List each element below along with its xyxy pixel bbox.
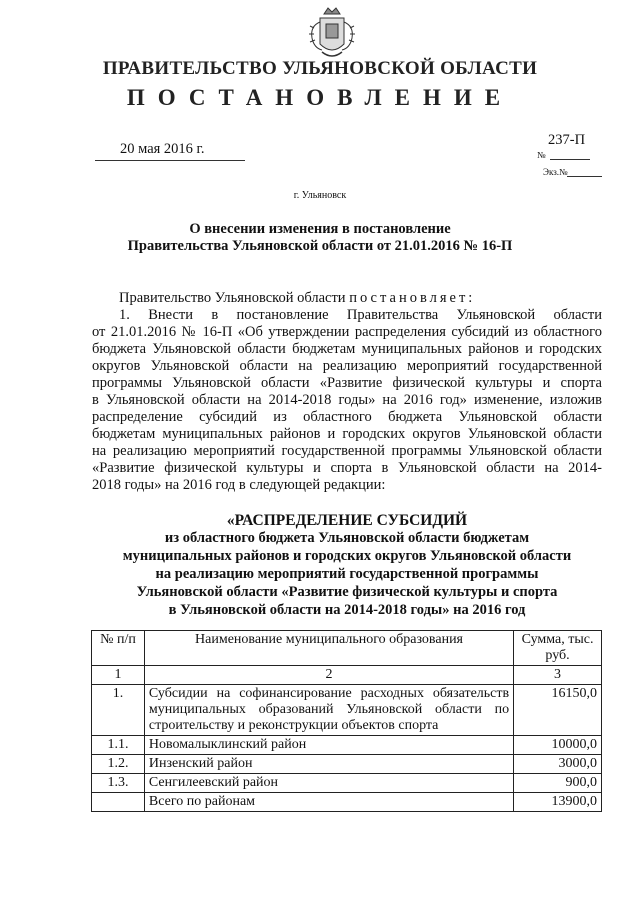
intro-resolves: постановляет: (349, 290, 476, 306)
row-name: Всего по районам (144, 793, 513, 812)
header-number: № п/п (92, 631, 145, 666)
body-line: «Развитие физической культуры и спорта в Ульяновской области на 2014- (92, 460, 602, 476)
body-line: на реализацию мероприятий государственной программы Ульяновской области (92, 443, 602, 459)
number-label: № (537, 150, 546, 160)
body-line: программы Ульяновской области «Развитие физической культуры и спорта (92, 375, 602, 391)
row-sum: 13900,0 (514, 793, 602, 812)
header-sum: Сумма, тыс. руб. (514, 631, 602, 666)
table-row (92, 736, 602, 755)
body-line: бюджета Ульяновской области бюджетам муниципальных районов и городских (92, 341, 602, 357)
table-row (92, 755, 602, 774)
copy-number-label: Экз.№ (543, 167, 568, 177)
city: г. Ульяновск (293, 190, 347, 201)
column-number: 3 (514, 666, 602, 685)
row-number: 1. (92, 685, 145, 736)
body-line: округов Ульяновской области на реализацию мероприятий государственной (92, 358, 602, 374)
header-name: Наименование муниципального образования (144, 631, 513, 666)
column-number: 1 (92, 666, 145, 685)
row-number: 1.1. (92, 736, 145, 755)
table-header-row (92, 631, 602, 666)
number-underline (550, 159, 590, 160)
distribution-subtitle-line: из областного бюджета Ульяновской области бюджетам (164, 530, 530, 546)
body-line: от 21.01.2016 № 16-П «Об утверждении распределения субсидий из областного (92, 324, 602, 340)
distribution-subtitle-line: Ульяновской области «Развитие физической культуры и спорта (136, 584, 558, 600)
document-date: 20 мая 2016 г. (120, 141, 205, 157)
row-sum: 900,0 (514, 774, 602, 793)
subject-line-1: О внесении изменения в постановление (189, 221, 451, 237)
intro-text: Правительство Ульяновской области (119, 290, 350, 306)
row-sum: 16150,0 (514, 685, 602, 736)
distribution-table (91, 630, 602, 812)
row-name: Сенгилеевский район (144, 774, 513, 793)
body-line: 1. Внести в постановление Правительства Ульяновской области (119, 307, 602, 323)
document-type: ПОСТАНОВЛЕНИЕ (126, 85, 514, 110)
intro-line (119, 290, 602, 307)
government-title: ПРАВИТЕЛЬСТВО УЛЬЯНОВСКОЙ ОБЛАСТИ (102, 58, 538, 79)
subject-line-2: Правительства Ульяновской области от 21.01.2016 № 16-П (127, 238, 513, 254)
row-number: 1.2. (92, 755, 145, 774)
coat-of-arms-emblem (306, 4, 358, 64)
table-row (92, 685, 602, 736)
row-number (92, 793, 145, 812)
body-line: 2018 годы» на 2016 год в следующей редакции: (92, 477, 386, 493)
date-underline (95, 160, 245, 161)
column-number-row (92, 666, 602, 685)
distribution-subtitle-line: муниципальных районов и городских округов Ульяновской области (122, 548, 572, 564)
table-row (92, 774, 602, 793)
body-line: распределение субсидий из областного бюджета Ульяновской области (92, 409, 602, 425)
body-line: бюджетам муниципальных районов и городских округов Ульяновской области (92, 426, 602, 442)
row-sum: 3000,0 (514, 755, 602, 774)
table-total-row (92, 793, 602, 812)
column-number: 2 (144, 666, 513, 685)
body-line: в Ульяновской области на 2014-2018 годы» на 2016 год» изменение, изложив (92, 392, 602, 408)
row-sum: 10000,0 (514, 736, 602, 755)
row-name: Инзенский район (144, 755, 513, 774)
distribution-title: «РАСПРЕДЕЛЕНИЕ СУБСИДИЙ (226, 512, 468, 529)
document-number: 237-П (548, 132, 586, 148)
distribution-subtitle-line: в Ульяновской области на 2014-2018 годы» на 2016 год (168, 602, 526, 618)
row-name: Субсидии на софинансирование расходных обязательств муниципальных образований Ульяновской области по строительству и реконструкции объектов спорта (144, 685, 513, 736)
copy-number-underline (567, 176, 602, 177)
row-name: Новомалыклинский район (144, 736, 513, 755)
row-number: 1.3. (92, 774, 145, 793)
distribution-subtitle-line: на реализацию мероприятий государственной программы (155, 566, 539, 582)
